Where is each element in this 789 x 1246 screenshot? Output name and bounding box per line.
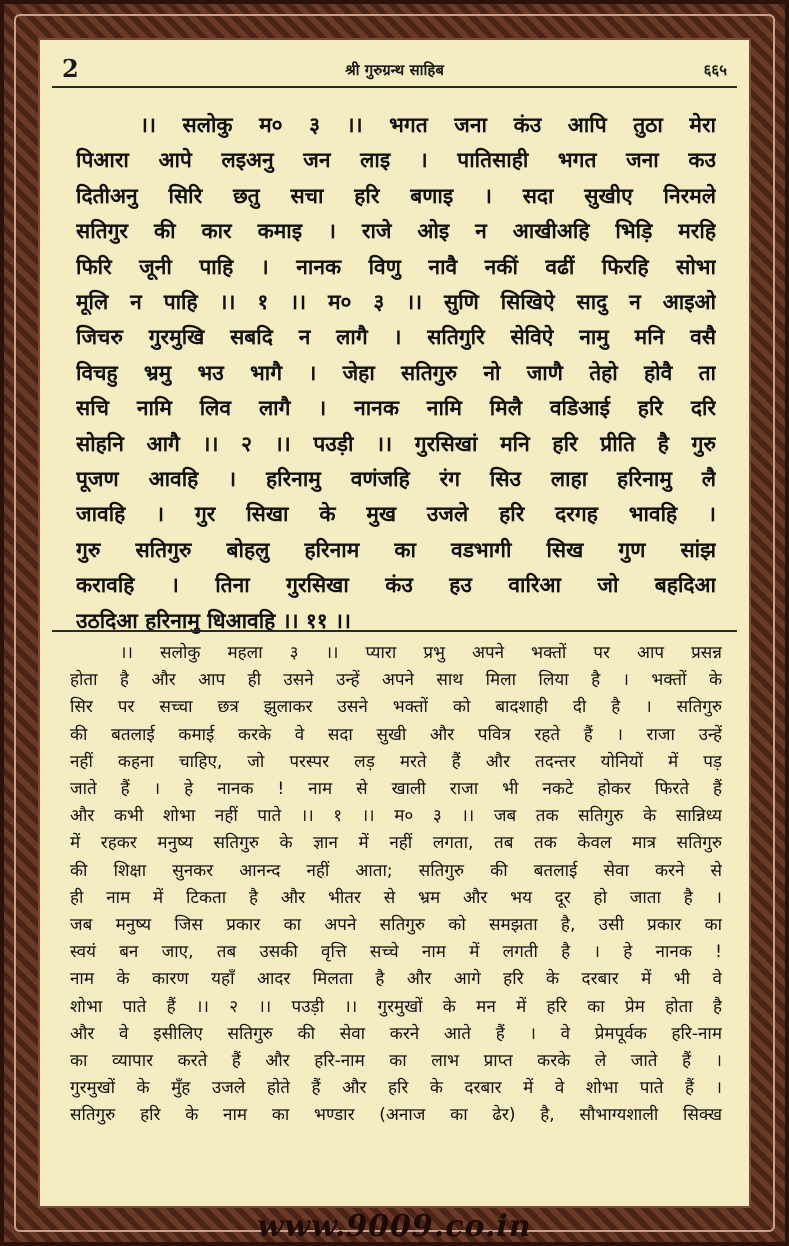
translation-line: सिर पर सच्चा छत्र झुलाकर उसने भक्तों को बादशाही दी है । सतिगुरु bbox=[70, 697, 722, 718]
gurbani-line: पूजण आवहि । हरिनामु वणंजहि रंग सिउ लाहा हरिनामु लै bbox=[76, 467, 716, 492]
gurbani-line: फिरि जूनी पाहि । नानक विणु नावै नकीं वढीं फिरहि सोभा bbox=[76, 254, 716, 279]
translation-line: जब मनुष्य जिस प्रकार का अपने सतिगुरु को समझता है, उसी प्रकार का bbox=[70, 915, 722, 936]
translation-line: और वे इसीलिए सतिगुरु की सेवा करने आते हैं । वे प्रेमपूर्वक हरि-नाम bbox=[70, 1023, 722, 1044]
page-header bbox=[40, 54, 749, 84]
gurbani-line: सचि नामि लिव लागै । नानक नामि मिलै वडिआई हरि दरि bbox=[76, 396, 716, 421]
page-number: 2 bbox=[62, 54, 79, 83]
page-title: श्री गुरुग्रन्थ साहिब bbox=[345, 61, 444, 79]
gurbani-line: ।। सलोकु म० ३ ।। भगत जना कंउ आपि तुठा मेरा bbox=[140, 113, 716, 137]
translation-line: ।। सलोकु महला ३ ।। प्यारा प्रभु अपने भक्तों पर आप प्रसन्न bbox=[120, 643, 722, 663]
gurbani-line: दितीअनु सिरि छतु सचा हरि बणाइ । सदा सुखीए निरमले bbox=[76, 183, 716, 208]
ang-number: ६६५ bbox=[703, 61, 727, 79]
translation-line: सतिगुरु हरि के नाम का भण्डार (अनाज का ढेर) है, सौभाग्यशाली सिक्ख bbox=[70, 1105, 722, 1126]
gurbani-text-block bbox=[76, 108, 716, 639]
translation-line: गुरमुखों के मुँह उजले होते हैं और हरि के दरबार में वे शोभा पाते हैं । bbox=[70, 1078, 722, 1099]
gurbani-line: गुरु सतिगुरु बोहलु हरिनाम का वडभागी सिख गुण सांझ bbox=[76, 537, 716, 562]
translation-line: होता है और आप ही उसने उन्हें अपने साथ मिला लिया है । भक्तों के bbox=[70, 670, 722, 691]
translation-line: का व्यापार करते हैं और हरि-नाम का लाभ प्राप्त करके ले जाते हैं । bbox=[70, 1051, 722, 1072]
hindi-translation-block bbox=[70, 640, 722, 1130]
website-url-footer: www.9009.co.in bbox=[257, 1209, 532, 1244]
translation-line: जाते हैं । हे नानक ! नाम से खाली राजा भी नकटे होकर फिरते हैं bbox=[70, 779, 722, 800]
translation-line: की बतलाई कमाई करके वे सदा सुखी और पवित्र रहते हैं । राजा उन्हें bbox=[70, 724, 722, 745]
gurbani-line: जिचरु गुरमुखि सबदि न लागै । सतिगुरि सेविऐ नामु मनि वसै bbox=[76, 325, 716, 350]
gurbani-line: करावहि । तिना गुरसिखा कंउ हउ वारिआ जो बहदिआ bbox=[76, 573, 716, 598]
gurbani-line: पिआरा आपे लइअनु जन लाइ । पातिसाही भगत जना कउ bbox=[76, 148, 716, 173]
translation-line: नहीं कहना चाहिए, जो परस्पर लड़ मरते हैं और तदन्तर योनियों में पड़ bbox=[70, 751, 722, 772]
scripture-page bbox=[38, 38, 751, 1208]
translation-line: में रहकर मनुष्य सतिगुरु के ज्ञान में नहीं लगता, तब तक केवल मात्र सतिगुरु bbox=[70, 833, 722, 854]
gurbani-line: मूलि न पाहि ।। १ ।। म० ३ ।। सुणि सिखिऐ सादु न आइओ bbox=[76, 290, 716, 315]
translation-line: स्वयं बन जाए, तब उसकी वृत्ति सच्चे नाम में लगती है । हे नानक ! bbox=[70, 942, 722, 963]
translation-line: ही नाम में टिकता है और भीतर से भ्रम और भय दूर हो जाता है । bbox=[70, 887, 722, 908]
section-divider bbox=[52, 630, 737, 632]
gurbani-line: सतिगुर की कार कमाइ । राजे ओइ न आखीअहि भिड़ि मरहि bbox=[76, 219, 716, 244]
translation-line: और कभी शोभा नहीं पाते ।। १ ।। म० ३ ।। जब तक सतिगुरु के सान्निध्य bbox=[70, 806, 722, 827]
translation-line: की शिक्षा सुनकर आनन्द नहीं आता; सतिगुरु की बतलाई सेवा करने से bbox=[70, 860, 722, 881]
translation-line: शोभा पाते हैं ।। २ ।। पउड़ी ।। गुरमुखों के मन में हरि का प्रेम होता है bbox=[70, 996, 722, 1017]
header-rule bbox=[52, 86, 737, 88]
gurbani-line: उठदिआ हरिनामु धिआवहि ।। ११ ।। bbox=[76, 608, 351, 633]
translation-line: नाम के कारण यहाँ आदर मिलता है और आगे हरि के दरबार में भी वे bbox=[70, 969, 722, 990]
gurbani-line: जावहि । गुर सिखा के मुख उजले हरि दरगह भावहि । bbox=[76, 502, 716, 527]
gurbani-line: सोहनि आगै ।। २ ।। पउड़ी ।। गुरसिखां मनि हरि प्रीति है गुरु bbox=[76, 431, 716, 456]
gurbani-line: विचहु भ्रमु भउ भागै । जेहा सतिगुरु नो जाणै तेहो होवै ता bbox=[76, 360, 716, 385]
